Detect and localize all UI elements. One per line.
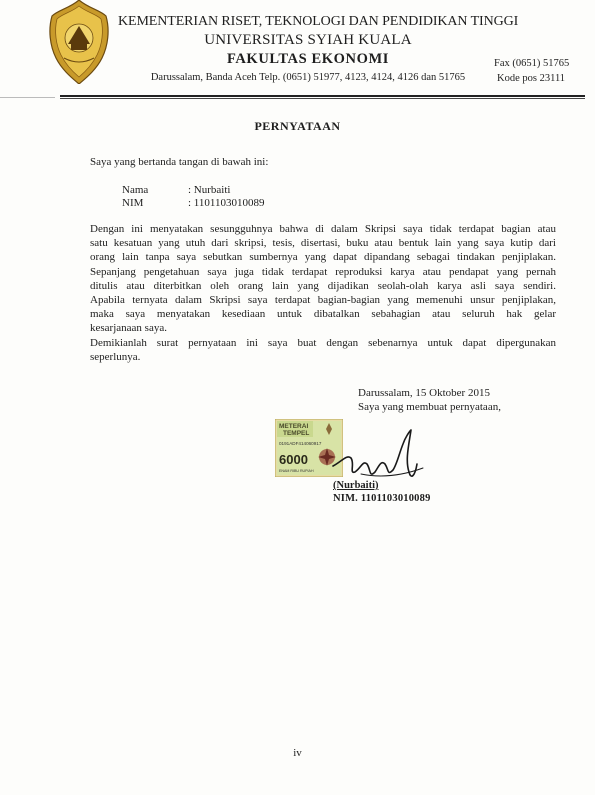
paragraph-line: orang lain tanpa saya sebutkan sumbernya yang dapat dipandang sebagai tindakan penjiplakan.: [90, 251, 556, 264]
paragraph-line: Sepanjang pengetahuan saya juga tidak terdapat reproduksi karya atau pendapat yang pernah: [90, 265, 556, 278]
document-title: PERNYATAAN: [254, 119, 341, 133]
scan-edge-mark: [0, 97, 55, 98]
paragraph-line: seperlunya.: [90, 351, 141, 364]
nim-value: : 1101103010089: [188, 197, 265, 209]
signer-name: (Nurbaiti): [333, 480, 379, 491]
fax-number: Fax (0651) 51765: [494, 58, 570, 69]
faculty-address: Darussalam, Banda Aceh Telp. (0651) 51977, 4123, 4124, 4126 dan 51765: [150, 72, 466, 83]
paragraph-line: Demikianlah surat pernyataan ini saya buat dengan sebenarnya untuk dapat dipergunakan: [90, 337, 556, 349]
page-number: iv: [293, 747, 302, 759]
svg-text:6000: 6000: [279, 452, 308, 467]
svg-text:TEMPEL: TEMPEL: [283, 430, 310, 437]
paragraph-line: satu kesatuan yang utuh dari skripsi, tesis, disertasi, buku atau bentuk lain yang saya kutip dari: [90, 237, 556, 250]
paragraph-line: kesarjanaan saya.: [90, 322, 167, 335]
signature-place-date: Darussalam, 15 Oktober 2015: [358, 387, 490, 399]
svg-text:METERAI: METERAI: [279, 423, 309, 430]
name-value: : Nurbaiti: [188, 184, 231, 196]
paragraph-line: Apabila ternyata dalam Skripsi saya terdapat bagian-bagian yang memenuhi unsur penjiplakan,: [90, 294, 556, 307]
declaration-paragraph: [90, 222, 556, 336]
intro-statement: Saya yang bertanda tangan di bawah ini:: [90, 156, 269, 168]
ministry-name: KEMENTERIAN RISET, TEKNOLOGI DAN PENDIDIKAN TINGGI: [118, 14, 519, 29]
handwritten-signature: [331, 424, 441, 486]
paragraph-line: ditulis atau diterbitkan oleh orang lain yang dijadikan seolah-olah karya asli saya sendiri.: [90, 279, 556, 292]
nim-label: NIM: [122, 197, 144, 209]
postal-code: Kode pos 23111: [497, 73, 566, 84]
closing-paragraph: [90, 336, 556, 364]
university-seal-icon: [48, 0, 110, 84]
signer-nim: NIM. 1101103010089: [333, 493, 431, 504]
header-rule-thick: [60, 95, 585, 97]
svg-text:ENAM RIBU RUPIAH: ENAM RIBU RUPIAH: [279, 469, 314, 473]
signature-intro: Saya yang membuat pernyataan,: [358, 401, 501, 413]
university-name: UNIVERSITAS SYIAH KUALA: [204, 32, 412, 48]
name-label: Nama: [122, 184, 149, 196]
svg-text:0191ADF414060917: 0191ADF414060917: [279, 441, 322, 446]
paragraph-line: maka saya menyatakan kesediaan untuk dibatalkan sebahagian atau seluruh hak gelar: [90, 308, 556, 321]
paragraph-line: Dengan ini menyatakan sesungguhnya bahwa di dalam Skripsi saya tidak terdapat bagian atau: [90, 223, 556, 235]
header-rule-thin: [60, 98, 585, 99]
faculty-name: FAKULTAS EKONOMI: [226, 51, 389, 67]
